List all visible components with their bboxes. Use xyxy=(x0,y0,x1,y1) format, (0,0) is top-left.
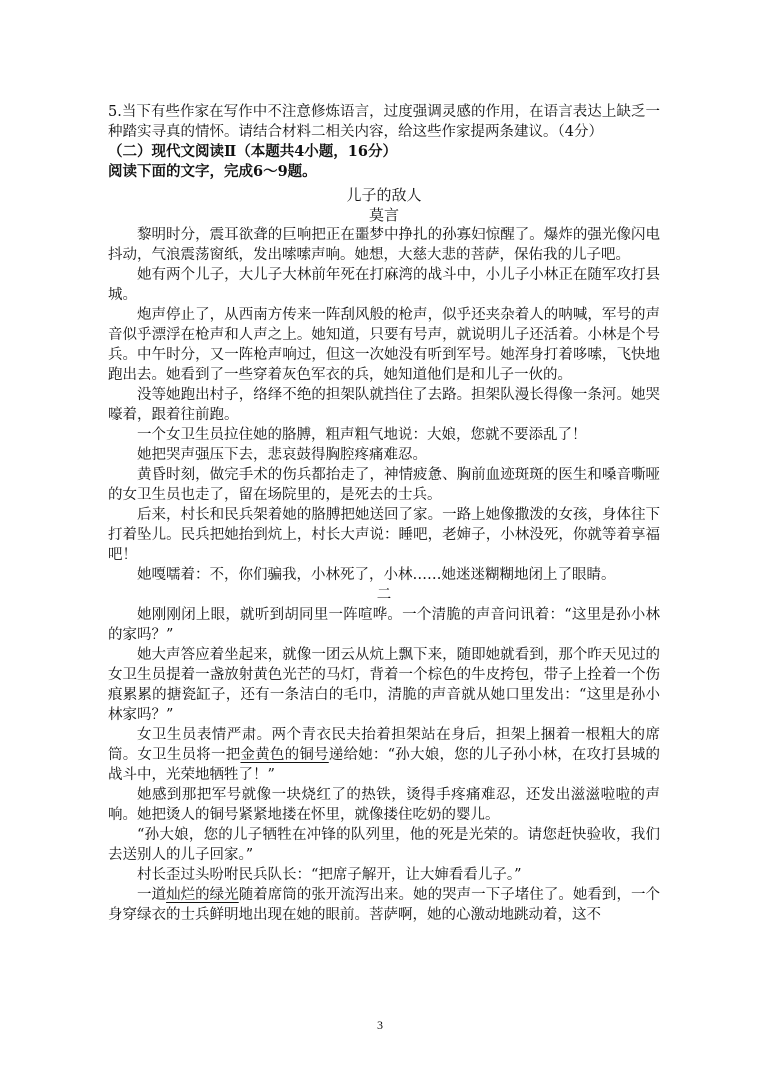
story-title: 儿子的敌人 xyxy=(346,186,422,204)
story-paragraph-with-underline xyxy=(108,885,660,925)
reading-instruction: 阅读下面的文字，完成6～9题。 xyxy=(108,163,317,180)
story-paragraph: 一个女卫生员拉住她的胳膊，粗声粗气地说：大娘，您就不要添乱了！ xyxy=(137,427,587,443)
section-heading: （二）现代文阅读Ⅱ（本题共4小题，16分） xyxy=(108,143,397,160)
story-paragraph: 炮声停止了，从西南方传来一阵刮风般的枪声，似乎还夹杂着人的呐喊，军号的声音似乎漂浮在枪声和人声之上。她知道，只要有号声，就说明儿子还活着。小林是个号兵。中午时分，又一阵枪声响过，但这一次她没有听到军号。她浑身打着哆嗦，飞快地跑出去。她看到了一些穿着灰色军衣的兵，她知道他们是和儿子一伙的。 xyxy=(108,307,660,383)
story-paragraph: 她把哭声强压下去，悲哀鼓得胸腔疼痛难忍。 xyxy=(137,447,427,463)
story-paragraph: 她大声答应着坐起来，就像一团云从炕上飘下来，随即她就看到，那个昨天见过的女卫生员提着一盏放射黄色光芒的马灯，背着一个棕色的牛皮挎包，带子上拴着一个伤痕累累的搪瓷缸子，还有一条洁白的毛巾，清脆的声音就从她口里发出：“这里是孙小林家吗？” xyxy=(108,647,660,723)
story-paragraph: 没等她跑出村子，络绎不绝的担架队就挡住了去路。担架队漫长得像一条河。她哭嚎着，跟着往前跑。 xyxy=(108,387,660,423)
text-run: 随着席筒的张开流泻出来。她的哭声一下子堵住了。她看到，一个身穿绿衣的士兵鲜明地出现在她的眼前。菩萨啊，她的心激动地跳动着，这不 xyxy=(108,887,661,923)
story-part-2 xyxy=(108,605,660,925)
story-author: 莫言 xyxy=(368,206,399,224)
text-run: 一道 xyxy=(137,887,167,903)
story-paragraph: “孙大娘，您的儿子牺牲在冲锋的队列里，他的死是光荣的。请您赶快验收，我们去送别人的儿子回家。” xyxy=(108,827,660,863)
story-paragraph: 她刚刚闭上眼，就听到胡同里一阵喧哗。一个清脆的声音问讯着：“这里是孙小林的家吗？” xyxy=(108,607,660,643)
story-paragraph: 她感到那把军号就像一块烧红了的热铁，烫得手疼痛难忍，还发出滋滋啦啦的声响。她把烫人的铜号紧紧地搂在怀里，就像搂住吃奶的婴儿。 xyxy=(108,787,660,823)
page-number: 3 xyxy=(377,1018,383,1032)
page-content xyxy=(108,102,660,925)
story-paragraph: 后来，村长和民兵架着她的胳膊把她送回了家。一路上她像撒泼的女孩，身体往下打着坠儿。民兵把她抬到炕上，村长大声说：睡吧，老婶子，小林没死，你就等着享福吧！ xyxy=(108,507,660,563)
text-run: 递给她：“孙大娘，您的儿子孙小林，在攻打县城的战斗中，光荣地牺牲了！” xyxy=(108,747,660,783)
story-paragraph: 黎明时分，震耳欲聋的巨响把正在噩梦中挣扎的孙寡妇惊醒了。爆炸的强光像闪电抖动，气浪震荡窗纸，发出嗦嗦声响。她想，大慈大悲的菩萨，保佑我的儿子吧。 xyxy=(108,227,660,263)
text-run: 女卫生员表情严肃。两个青衣民夫抬着担架站在身后，担架上捆着一根粗大的席筒。女卫生员将一把 xyxy=(108,727,660,763)
story-paragraph-with-underline xyxy=(108,725,660,785)
part-2-number: 二 xyxy=(376,587,392,603)
underlined-phrase-green-light: 灿烂的绿光 xyxy=(166,887,239,903)
story-paragraph: 村长歪过头吩咐民兵队长：“把席子解开，让大婶看看儿子。” xyxy=(137,867,522,883)
story-paragraph: 黄昏时刻，做完手术的伤兵都抬走了，神情疲惫、胸前血迹斑斑的医生和嗓音嘶哑的女卫生员也走了，留在场院里的，是死去的士兵。 xyxy=(108,467,660,503)
story-paragraph: 她嘎嚅着：不，你们骗我，小林死了，小林……她迷迷糊糊地闭上了眼睛。 xyxy=(137,567,616,583)
underlined-phrase-golden-bugle: 金黄色的铜号 xyxy=(240,747,329,763)
story-part-1 xyxy=(108,225,660,585)
question-5: 5.当下有些作家在写作中不注意修炼语言，过度强调灵感的作用，在语言表达上缺乏一种踏实寻真的情怀。请结合材料二相关内容，给这些作家提两条建议。（4分） xyxy=(108,104,660,140)
story-paragraph: 她有两个儿子，大儿子大林前年死在打麻湾的战斗中，小儿子小林正在随军攻打县城。 xyxy=(108,267,660,303)
